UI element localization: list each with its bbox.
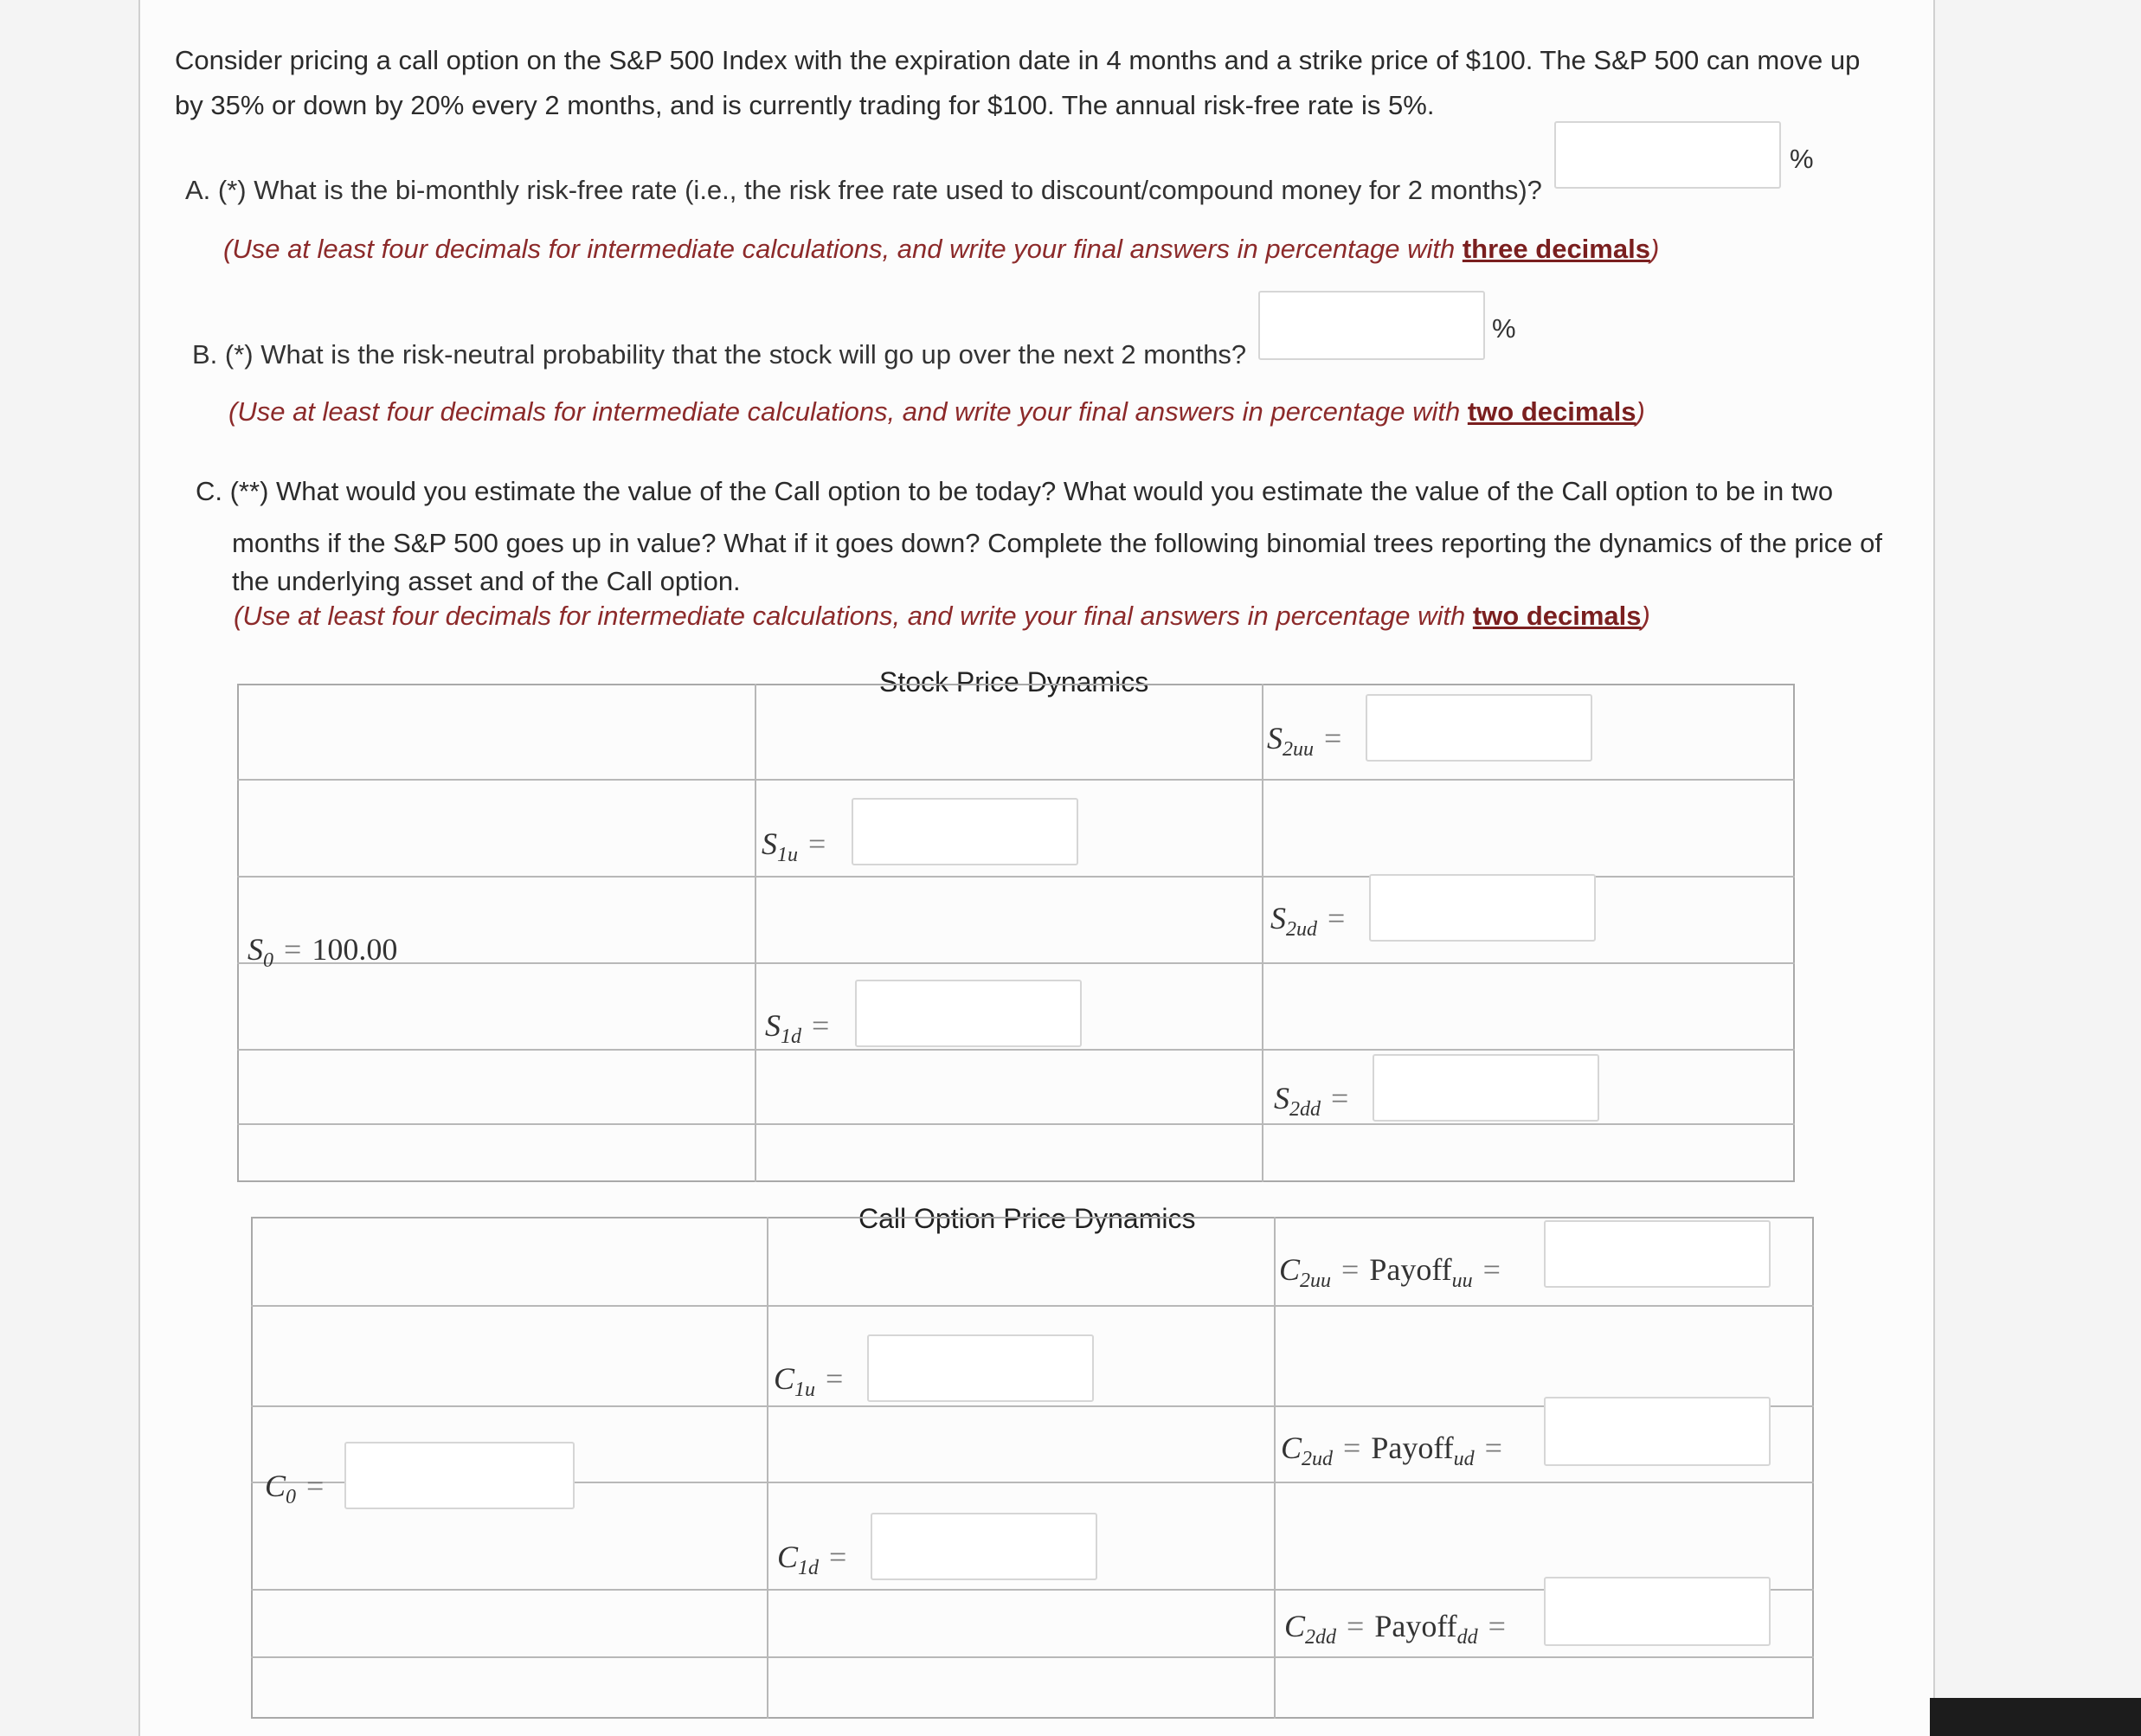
call-symbol: C bbox=[777, 1540, 799, 1574]
note-a-post: ) bbox=[1649, 234, 1660, 264]
stock-symbol: S bbox=[762, 826, 777, 861]
stock-grid-row-line bbox=[237, 962, 1795, 964]
call-grid-divider bbox=[767, 1217, 768, 1719]
stock-grid-divider bbox=[755, 684, 756, 1182]
note-c-emphasis: two decimals bbox=[1472, 601, 1642, 631]
s2ud-subscript: 2ud bbox=[1286, 918, 1317, 941]
s0-subscript: 0 bbox=[263, 949, 273, 972]
stock-s1u-label bbox=[762, 826, 836, 867]
equals-sign: = bbox=[284, 932, 302, 967]
equals-sign: = bbox=[1343, 1431, 1361, 1465]
stock-s2ud-label bbox=[1270, 900, 1355, 942]
payoff-word: Payoff bbox=[1369, 1252, 1452, 1287]
question-c-note bbox=[234, 601, 1650, 632]
question-c-line-1: C. (**) What would you estimate the value of the Call option to be today? What would you estimate the value of the Call option to be in two bbox=[196, 476, 1834, 506]
equals-sign: = bbox=[826, 1361, 844, 1396]
call-symbol: C bbox=[1279, 1252, 1301, 1287]
c1u-input[interactable] bbox=[867, 1334, 1094, 1402]
c2ud-input[interactable] bbox=[1544, 1397, 1771, 1466]
question-a-note bbox=[223, 234, 1659, 265]
payoff-dd-subscript: dd bbox=[1456, 1626, 1478, 1649]
equals-sign: = bbox=[808, 826, 826, 861]
desk-edge bbox=[1930, 1698, 2141, 1736]
stock-s0-label bbox=[248, 931, 397, 973]
note-b-post: ) bbox=[1636, 396, 1645, 427]
equals-sign: = bbox=[1324, 721, 1342, 755]
answer-a-input[interactable] bbox=[1554, 121, 1781, 189]
equals-sign: = bbox=[1488, 1609, 1506, 1643]
c2dd-subscript: 2dd bbox=[1305, 1626, 1337, 1649]
question-c-line-3: the underlying asset and of the Call option. bbox=[232, 566, 741, 596]
equals-sign: = bbox=[829, 1540, 847, 1574]
equals-sign: = bbox=[1331, 1081, 1349, 1116]
stock-s2uu-label bbox=[1267, 720, 1352, 762]
question-b-text: B. (*) What is the risk-neutral probability that the stock will go up over the next 2 months? bbox=[192, 339, 1247, 370]
note-b-emphasis: two decimals bbox=[1467, 396, 1636, 427]
stock-s1d-label bbox=[765, 1007, 839, 1049]
note-b-pre: (Use at least four decimals for intermediate calculations, and write your final answers in percentage with bbox=[228, 396, 1468, 427]
call-symbol: C bbox=[1281, 1431, 1302, 1465]
call-symbol: C bbox=[1284, 1609, 1306, 1643]
call-c0-label bbox=[265, 1468, 334, 1509]
s2ud-input[interactable] bbox=[1369, 874, 1596, 942]
s0-value: 100.00 bbox=[312, 932, 398, 967]
s1u-input[interactable] bbox=[852, 798, 1078, 865]
c2dd-input[interactable] bbox=[1544, 1577, 1771, 1646]
note-a-pre: (Use at least four decimals for intermediate calculations, and write your final answers in percentage with bbox=[223, 234, 1463, 264]
answer-b-unit: % bbox=[1492, 313, 1516, 344]
question-a-text: A. (*) What is the bi-monthly risk-free rate (i.e., the risk free rate used to discount/compound money for 2 months)? bbox=[185, 175, 1542, 205]
s1d-input[interactable] bbox=[855, 980, 1082, 1047]
equals-sign: = bbox=[812, 1008, 830, 1043]
s2dd-subscript: 2dd bbox=[1289, 1098, 1321, 1121]
stock-grid-divider bbox=[1262, 684, 1263, 1182]
c1d-subscript: 1d bbox=[798, 1557, 820, 1579]
note-a-emphasis: three decimals bbox=[1462, 234, 1650, 264]
c2ud-subscript: 2ud bbox=[1302, 1448, 1334, 1470]
equals-sign: = bbox=[1328, 901, 1346, 936]
call-grid-row-line bbox=[251, 1656, 1814, 1658]
call-grid-divider bbox=[1274, 1217, 1276, 1719]
payoff-word: Payoff bbox=[1374, 1609, 1457, 1643]
question-b-note bbox=[228, 396, 1645, 428]
call-c2uu-label bbox=[1279, 1251, 1511, 1293]
equals-sign: = bbox=[306, 1469, 325, 1503]
intro-line-2: by 35% or down by 20% every 2 months, and is currently trading for $100. The annual risk-free rate is 5%. bbox=[175, 90, 1435, 120]
stock-tree-title: Stock Price Dynamics bbox=[879, 666, 1149, 698]
answer-b-input[interactable] bbox=[1258, 291, 1485, 360]
stock-symbol: S bbox=[1267, 721, 1283, 755]
call-symbol: C bbox=[774, 1361, 795, 1396]
call-c1d-label bbox=[777, 1539, 857, 1580]
call-c1u-label bbox=[774, 1360, 853, 1402]
stock-symbol: S bbox=[765, 1008, 781, 1043]
stock-grid-row-line bbox=[237, 1049, 1795, 1051]
equals-sign: = bbox=[1347, 1609, 1365, 1643]
call-c2ud-label bbox=[1281, 1430, 1513, 1471]
equals-sign: = bbox=[1482, 1252, 1501, 1287]
stock-grid-row-line bbox=[237, 779, 1795, 781]
s1d-subscript: 1d bbox=[781, 1026, 801, 1048]
call-c2dd-label bbox=[1284, 1608, 1516, 1649]
question-panel bbox=[138, 0, 1935, 1736]
stock-grid-row-line bbox=[237, 1123, 1795, 1125]
call-grid-row-line bbox=[251, 1305, 1814, 1307]
c1d-input[interactable] bbox=[871, 1513, 1097, 1580]
s2dd-input[interactable] bbox=[1373, 1054, 1599, 1122]
equals-sign: = bbox=[1484, 1431, 1502, 1465]
c2uu-input[interactable] bbox=[1544, 1220, 1771, 1288]
c0-subscript: 0 bbox=[286, 1486, 297, 1508]
s1u-subscript: 1u bbox=[777, 844, 798, 866]
stock-s2dd-label bbox=[1274, 1080, 1359, 1122]
answer-a-unit: % bbox=[1790, 144, 1814, 174]
equals-sign: = bbox=[1341, 1252, 1360, 1287]
c1u-subscript: 1u bbox=[794, 1379, 816, 1401]
stock-symbol: S bbox=[1274, 1081, 1289, 1116]
note-c-post: ) bbox=[1641, 601, 1650, 631]
call-tree-title: Call Option Price Dynamics bbox=[858, 1203, 1196, 1234]
payoff-word: Payoff bbox=[1371, 1431, 1454, 1465]
question-c-line-2: months if the S&P 500 goes up in value? What if it goes down? Complete the following binomial trees reporting the dynamics of the price of bbox=[232, 528, 1882, 558]
payoff-uu-subscript: uu bbox=[1451, 1270, 1473, 1292]
c0-input[interactable] bbox=[344, 1442, 575, 1509]
stock-symbol: S bbox=[248, 932, 263, 967]
s2uu-input[interactable] bbox=[1366, 694, 1592, 762]
note-c-pre: (Use at least four decimals for intermediate calculations, and write your final answers in percentage with bbox=[234, 601, 1473, 631]
intro-line-1: Consider pricing a call option on the S&P 500 Index with the expiration date in 4 months and a strike price of $100. The S&P 500 can move up bbox=[175, 45, 1861, 75]
c2uu-subscript: 2uu bbox=[1300, 1270, 1332, 1292]
s2uu-subscript: 2uu bbox=[1283, 738, 1314, 761]
call-symbol: C bbox=[265, 1469, 286, 1503]
stock-symbol: S bbox=[1270, 901, 1286, 936]
payoff-ud-subscript: ud bbox=[1453, 1448, 1475, 1470]
